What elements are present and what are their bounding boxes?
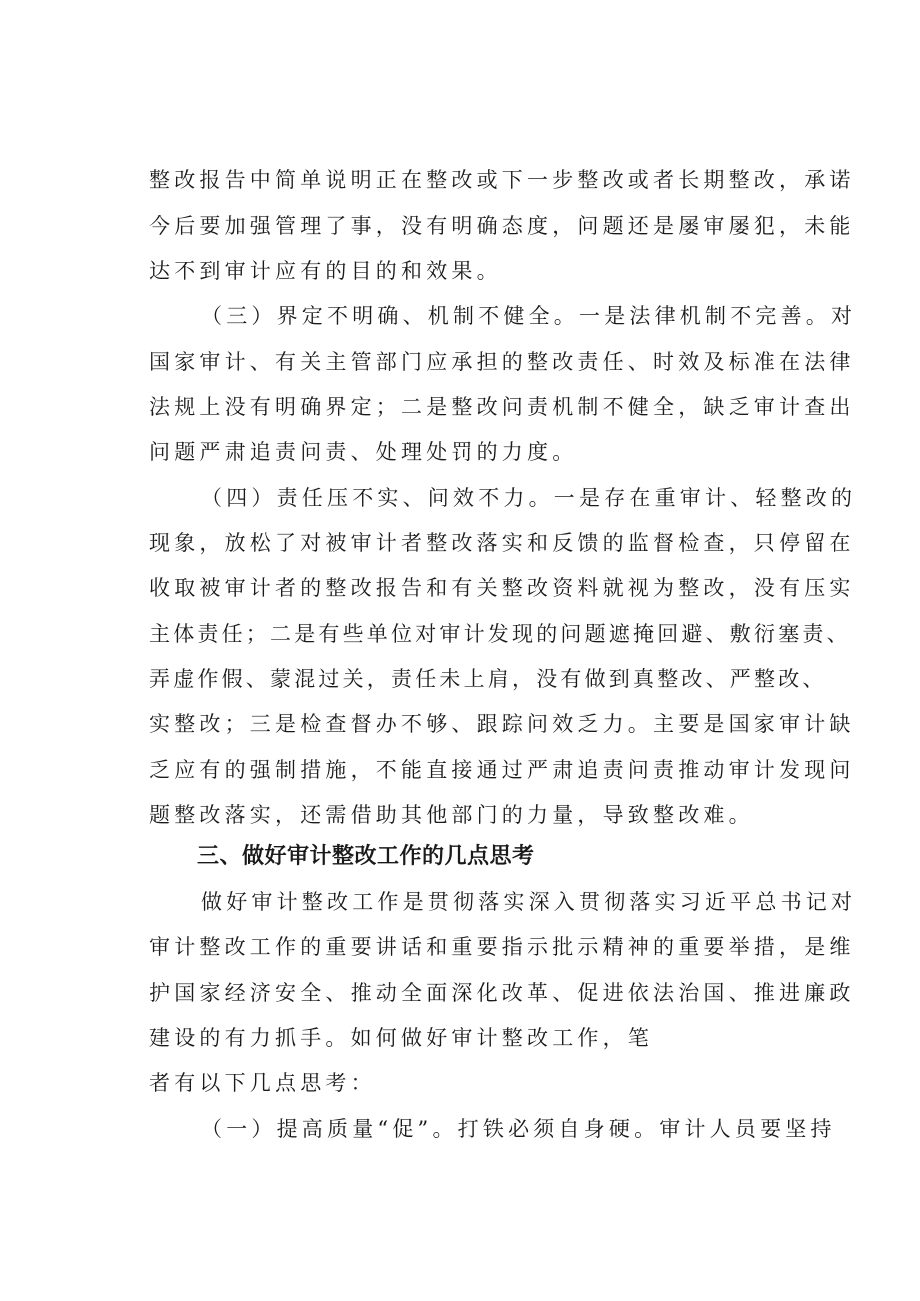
paragraph-line: （三）界定不明确、机制不健全。一是法律机制不完善。对 [201, 304, 857, 328]
paragraph-line: 整改报告中简单说明正在整改或下一步整改或者长期整改，承诺 [149, 168, 855, 192]
paragraph-line: 护国家经济安全、推动全面深化改革、促进依法治国、推进廉政 [149, 981, 855, 1005]
paragraph-line: （四）责任压不实、问效不力。一是存在重审计、轻整改的 [201, 486, 857, 510]
paragraph-line: 建设的有力抓手。如何做好审计整改工作，笔 [149, 1026, 653, 1050]
paragraph-line: 弄虚作假、蒙混过关，责任未上肩，没有做到真整改、严整改、 [149, 667, 827, 691]
paragraph-line: 实整改；三是检查督办不够、跟踪问效乏力。主要是国家审计缺 [149, 712, 855, 736]
paragraph-line: 今后要加强管理了事，没有明确态度，问题还是屡审屡犯，未能 [149, 214, 855, 238]
paragraph-line: 者有以下几点思考： [149, 1071, 376, 1095]
paragraph-line: 国家审计、有关主管部门应承担的整改责任、时效及标准在法律 [149, 350, 855, 374]
paragraph-line: 题整改落实，还需借助其他部门的力量，导致整改难。 [149, 803, 754, 827]
paragraph-line: 主体责任；二是有些单位对审计发现的问题遮掩回避、敷衍塞责、 [149, 622, 851, 646]
paragraph-line: 问题严肃追责问责、处理处罚的力度。 [149, 440, 578, 464]
paragraph-line: 现象，放松了对被审计者整改落实和反馈的监督检查，只停留在 [149, 531, 855, 555]
paragraph-line: 做好审计整改工作是贯彻落实深入贯彻落实习近平总书记对 [201, 890, 857, 914]
paragraph-line: 审计整改工作的重要讲话和重要指示批示精神的重要举措，是维 [149, 935, 855, 959]
paragraph-line: 达不到审计应有的目的和效果。 [149, 259, 502, 283]
paragraph-line: 法规上没有明确界定；二是整改问责机制不健全，缺乏审计查出 [149, 395, 855, 419]
paragraph-line: 乏应有的强制措施，不能直接通过严肃追责问责推动审计发现问 [149, 758, 855, 782]
paragraph-line: （一）提高质量“促”。打铁必须自身硬。审计人员要坚持 [201, 1117, 836, 1141]
paragraph-line: 收取被审计者的整改报告和有关整改资料就视为整改，没有压实 [149, 576, 855, 600]
section-heading: 三、做好审计整改工作的几点思考 [197, 844, 535, 869]
